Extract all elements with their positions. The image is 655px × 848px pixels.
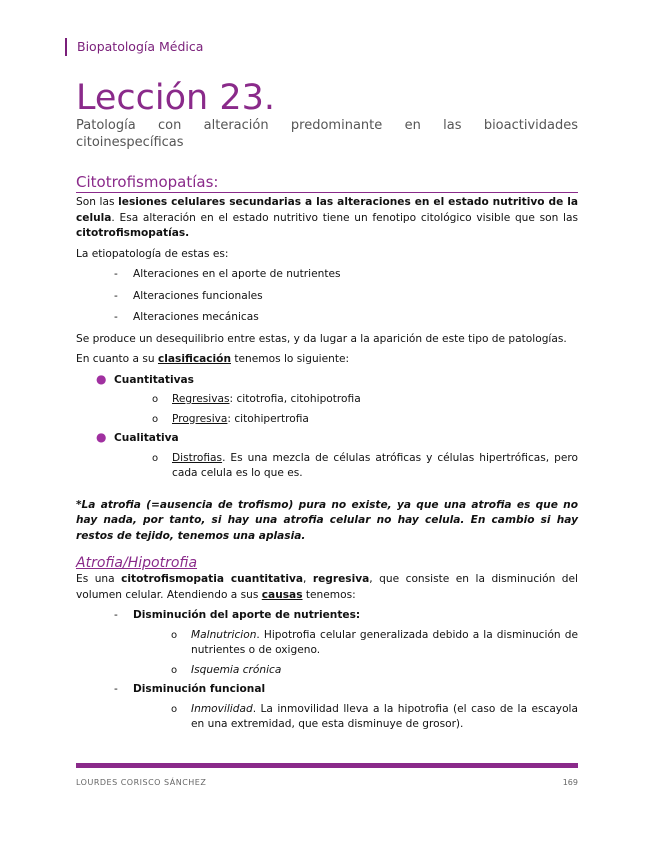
list-item (152, 451, 578, 482)
circle-bullet-icon: o (152, 394, 159, 405)
list-item (171, 663, 578, 679)
dash-bullet: - (114, 683, 118, 695)
cuantitativas-sublist (114, 392, 578, 427)
distrofias-text: . Es una mezcla de células atróficas y células hipertróficas, pero cada celula es lo que es. (172, 451, 578, 479)
atrofia-text-e: , que consiste en la disminución del volumen celular. Atendiendo a sus (76, 573, 578, 601)
etiology-list (76, 267, 578, 326)
section-heading-citotrofismopatias: Citotrofismopatías: (76, 172, 578, 193)
list-item (152, 412, 578, 428)
list-item-cause-1 (114, 608, 578, 678)
cause-2-sublist (133, 702, 578, 733)
intro-text-term: citotrofismopatías. (76, 227, 190, 239)
distrofias-label: Distrofias (172, 451, 223, 464)
regresivas-text: : citotrofia, citohipotrofia (229, 393, 361, 405)
atrofia-text-g: tenemos: (302, 588, 356, 601)
page-content (76, 172, 578, 737)
circle-bullet-icon: o (171, 629, 178, 641)
intro-paragraph (76, 195, 578, 242)
list-item (152, 392, 578, 408)
cualitativa-label: Cualitativa (114, 432, 179, 444)
dash-bullet: - (114, 609, 118, 621)
classification-list (76, 373, 578, 482)
list-item-cuantitativas (96, 373, 578, 428)
circle-bullet-icon: o (152, 452, 159, 464)
list-item-cause-2 (114, 682, 578, 733)
cause-2-label: Disminución funcional (133, 683, 266, 695)
isquemia-label: Isquemia crónica (191, 663, 282, 676)
regresivas-label: Regresivas (172, 393, 230, 405)
causas-term: causas (261, 588, 303, 601)
intro-text-c: . Esa alteración en el estado nutritivo tiene un fenotipo citológico visible que son las (111, 211, 578, 224)
footer-divider (76, 763, 578, 768)
classification-text-c: tenemos lo siguiente: (231, 353, 350, 365)
inmovilidad-label: Inmovilidad (191, 702, 253, 715)
malnutricion-label: Malnutricion (191, 628, 257, 641)
lesson-subtitle-line-1: Patología con alteración predominante en las bioactividades (76, 118, 578, 133)
cualitativa-sublist (114, 451, 578, 482)
bullet-icon: ● (96, 430, 107, 444)
malnutricion-text: . Hipotrofia celular generalizada debido a la disminución de nutrientes o de oxigeno. (191, 628, 578, 656)
list-item (171, 628, 578, 659)
classification-intro (76, 352, 578, 368)
atrofia-text-b: citotrofismopatia cuantitativa (121, 573, 304, 585)
circle-bullet-icon: o (152, 413, 159, 425)
atrofia-note: *La atrofia (=ausencia de trofismo) pura no existe, ya que una atrofia es que no hay nada, por tanto, si hay una atrofia celular no hay celula. En cambio si hay restos de tejido, tenemos una aplasia. (76, 498, 578, 542)
atrofia-text-a: Es una (76, 573, 122, 585)
list-item: - Alteraciones mecánicas (114, 310, 578, 326)
atrofia-text-c: , (303, 573, 313, 585)
lesson-subtitle-line-2: citoinespecíficas (76, 135, 184, 150)
list-item-cualitativa (96, 431, 578, 482)
list-item: - Alteraciones funcionales (114, 289, 578, 305)
lesson-subtitle (76, 117, 578, 151)
list-item: - Alteraciones en el aporte de nutrientes (114, 267, 578, 283)
cause-1-sublist (133, 628, 578, 679)
bullet-icon: ● (96, 371, 107, 386)
circle-bullet-icon: o (171, 664, 178, 676)
cuantitativas-label: Cuantitativas (114, 373, 194, 386)
classification-text-a: En cuanto a su (76, 353, 158, 365)
atrofia-paragraph (76, 572, 578, 603)
cause-1-label: Disminución del aporte de nutrientes: (133, 609, 361, 621)
circle-bullet-icon: o (171, 703, 178, 715)
classification-term: clasificación (157, 353, 231, 365)
etiology-intro: La etiopatología de estas es: (76, 247, 229, 260)
section-heading-atrofia: Atrofia/Hipotrofia (76, 555, 198, 571)
list-item (171, 702, 578, 733)
running-header: Biopatología Médica (65, 38, 203, 56)
intro-text-a: Son las (76, 196, 119, 208)
atrofia-text-d: regresiva (312, 573, 370, 585)
intro-text-bold: lesiones celulares secundarias a las alteraciones en el estado nutritivo de la celula (76, 196, 578, 224)
page-number: 169 (562, 778, 578, 787)
footer-author: LOURDES CORISCO SÁNCHEZ (76, 778, 207, 787)
progresiva-label: Progresiva (172, 412, 228, 425)
imbalance-paragraph: Se produce un desequilibrio entre estas, y da lugar a la aparición de este tipo de patologías. (76, 332, 567, 345)
progresiva-text: : citohipertrofia (227, 412, 309, 425)
inmovilidad-text: . La inmovilidad lleva a la hipotrofia (el caso de la escayola en una extremidad, que esta disminuye de grosor). (191, 702, 578, 730)
lesson-title: Lección 23. (76, 78, 276, 118)
causes-list (76, 608, 578, 733)
